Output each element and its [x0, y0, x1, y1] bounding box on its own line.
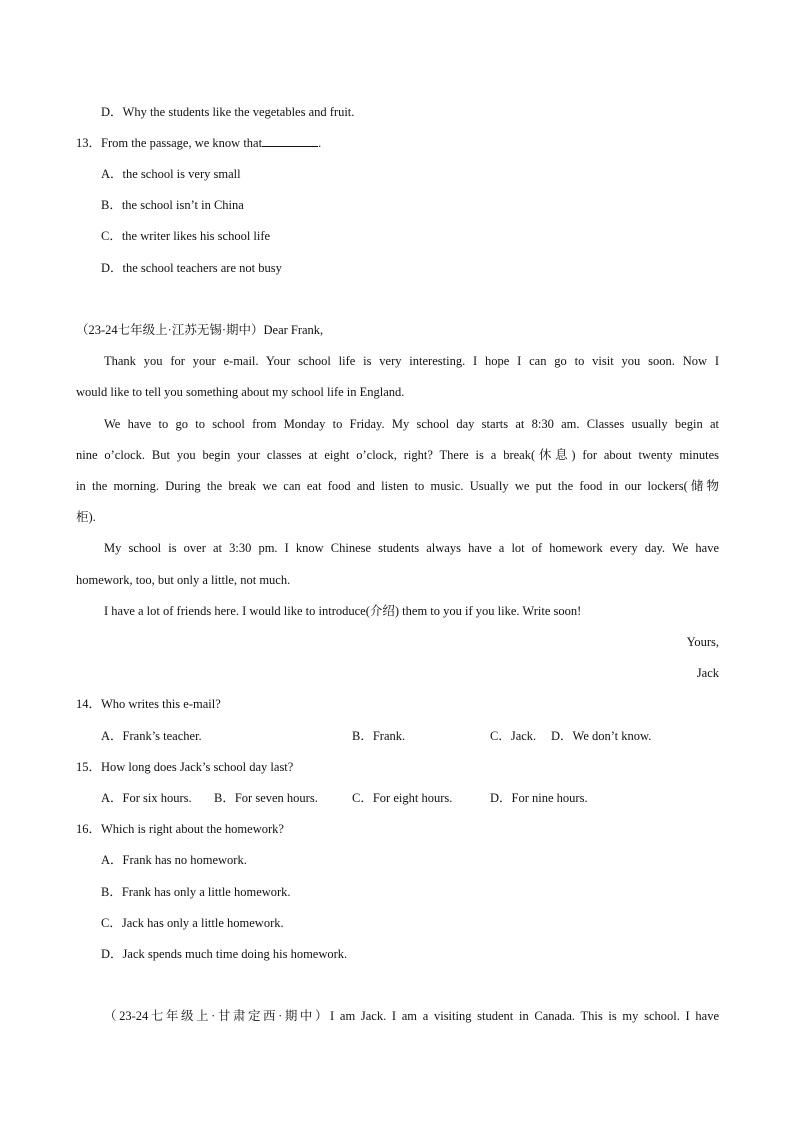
q15-option-c: C．For eight hours. [352, 791, 453, 805]
q13-option-b: B．the school isn’t in China [101, 198, 244, 212]
q15-option-a: A．For six hours. [101, 791, 192, 805]
passage2-p2-line1: We have to go to school from Monday to Friday. My school day starts at 8:30 am. Classes usually begin at [104, 417, 719, 431]
q15-option-b: B．For seven hours. [214, 791, 318, 805]
q16-option-a: A．Frank has no homework. [101, 853, 247, 867]
letter-closing: Yours, [686, 635, 719, 649]
q16-stem: 16．Which is right about the homework? [76, 822, 284, 836]
q14-option-a: A．Frank’s teacher. [101, 729, 202, 743]
answer-blank [262, 135, 318, 147]
q13-option-d: D．the school teachers are not busy [101, 261, 282, 275]
passage2-p3-line2: homework, too, but only a little, not much. [76, 573, 291, 587]
passage2-p2-line4: 柜). [76, 510, 96, 524]
q16-option-b: B．Frank has only a little homework. [101, 885, 291, 899]
q14-option-b: B．Frank. [352, 729, 406, 743]
passage2-p1-line1: Thank you for your e-mail. Your school life is very interesting. I hope I can go to visit you soon. Now I [104, 354, 719, 368]
passage2-p2-line2: nine o’clock. But you begin your classes at eight o’clock, right? There is a break(休息) for about twenty minutes [76, 448, 719, 462]
q16-option-c: C．Jack has only a little homework. [101, 916, 284, 930]
passage3-source-line: （23-24七年级上·甘肃定西·期中）I am Jack. I am a visiting student in Canada. This is my school. I have [104, 1009, 719, 1023]
q14-option-d: D．We don’t know. [551, 729, 652, 743]
q15-stem: 15．How long does Jack’s school day last? [76, 760, 294, 774]
passage2-p4-line1: I have a lot of friends here. I would like to introduce(介绍) them to you if you like. Write soon! [104, 604, 582, 618]
passage2-p3-line1: My school is over at 3:30 pm. I know Chinese students always have a lot of homework every day. We have [104, 541, 719, 555]
q13-option-c: C．the writer likes his school life [101, 229, 271, 243]
passage2-p1-line2: would like to tell you something about my school life in England. [76, 385, 405, 399]
q13-option-a: A．the school is very small [101, 167, 241, 181]
passage2-source-line: （23-24七年级上·江苏无锡·期中）Dear Frank, [76, 323, 324, 337]
letter-signature: Jack [696, 666, 719, 680]
q13-stem-text: 13．From the passage, we know that [76, 136, 263, 150]
q12-option-d: D．Why the students like the vegetables and fruit. [101, 105, 355, 119]
q15-option-d: D．For nine hours. [490, 791, 588, 805]
q13-stem-end: . [318, 136, 322, 150]
q14-stem: 14．Who writes this e-mail? [76, 697, 221, 711]
q13-stem [76, 135, 321, 151]
passage2-p2-line3: in the morning. During the break we can eat food and listen to music. Usually we put the food in our lockers(储物 [76, 479, 719, 493]
q14-option-c: C．Jack. [490, 729, 537, 743]
q16-option-d: D．Jack spends much time doing his homework. [101, 947, 348, 961]
